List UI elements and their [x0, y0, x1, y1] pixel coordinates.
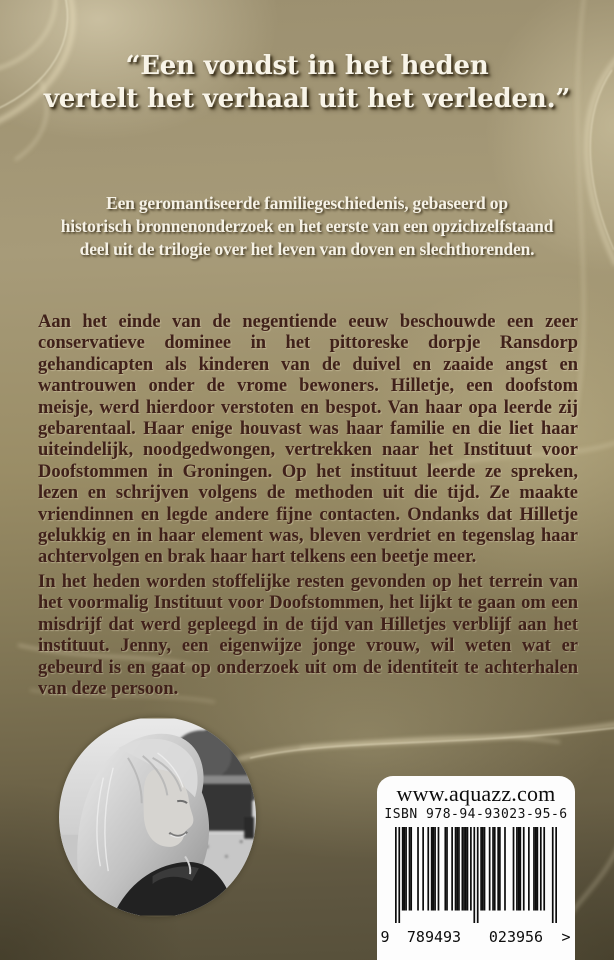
ean-barcode	[395, 827, 557, 923]
barcode-panel	[377, 776, 575, 960]
website-url: www.aquazz.com	[396, 781, 556, 806]
barcode-digit-group2: 023956	[488, 928, 544, 946]
barcode-digit-suffix: >	[561, 928, 571, 946]
quote-line-2: vertelt het verhaal uit het verleden.”	[43, 84, 571, 114]
intro-line-1: Een geromantiseerde familiegeschiedenis, gebaseerd op	[106, 193, 508, 213]
barcode-digits	[377, 928, 575, 946]
intro-paragraph	[0, 192, 614, 261]
intro-line-3: deel uit de trilogie over het leven van doven en slechthorenden.	[79, 239, 535, 259]
barcode-digit-first: 9	[380, 928, 390, 946]
barcode-digit-group1: 789493	[406, 928, 462, 946]
intro-line-2: historisch bronnenonderzoek en het eerste van een opzichzelfstaand	[60, 216, 554, 236]
synopsis-paragraph-2: In het heden worden stoffelijke resten gevonden op het terrein van het voormalig Instituut voor Doofstommen, het lijkt te gaan om een misdrijf dat werd gepleegd in de tijd van Hilletjes verblijf aan het instituut. Jenny, een eigenwijze jonge vrouw, wil weten wat er gebeurd is en gaat op onderzoek uit om de identiteit te achterhalen van deze persoon.	[38, 572, 578, 700]
synopsis-paragraph-1: Aan het einde van de negentiende eeuw beschouwde een zeer conservatieve dominee in het pittoreske dorpje Ransdorp gehandicapten als kinderen van de duivel en zaaide angst en wantrouwen onder de vrome bewoners. Hilletje, een doofstom meisje, werd hierdoor verstoten en bespot. Van haar opa leerde zij gebarentaal. Haar enige houvast was haar familie en die liet haar uiteindelijk, noodgedwongen, vertrekken naar het Instituut voor Doofstommen in Groningen. Op het instituut leerde ze spreken, lezen en schrijven volgens de methoden uit die tijd. Ze maakte vriendinnen en legde andere fijne contacten. Ondanks dat Hilletje gelukkig en in haar element was, bleven verdriet en tegenslag haar achtervolgen en brak haar hart telkens een beetje meer.	[38, 312, 578, 568]
cover-quote	[0, 50, 614, 116]
author-photo	[59, 717, 256, 917]
quote-line-1: “Een vondst in het heden	[125, 51, 489, 81]
isbn-label: ISBN 978-94-93023-95-6	[384, 807, 568, 822]
